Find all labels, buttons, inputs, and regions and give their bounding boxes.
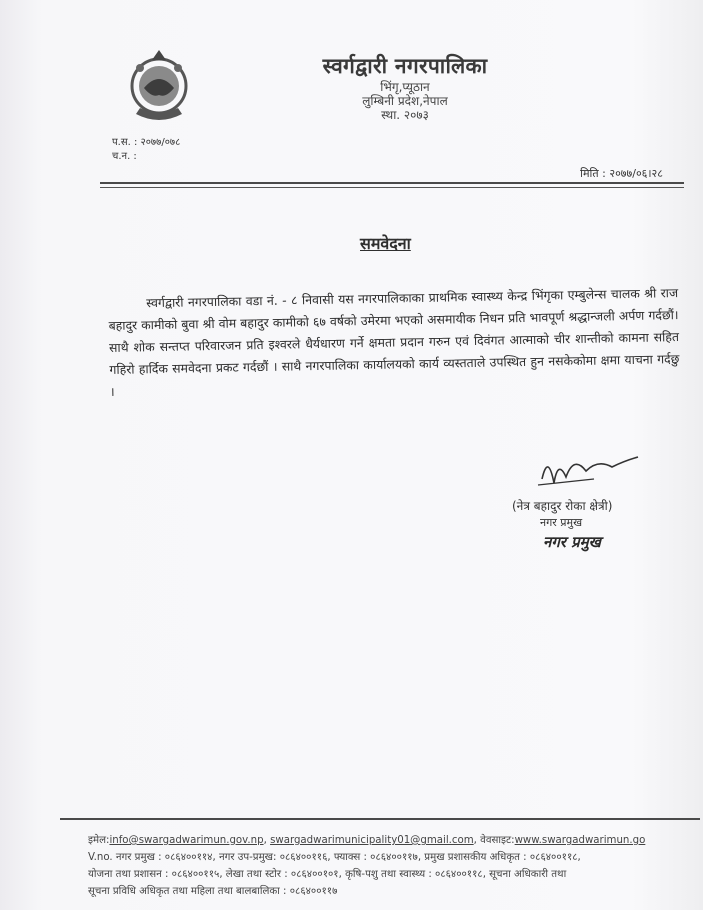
footer-phone-line: V.no. नगर प्रमुख : ०८६४००११४, नगर उप-प्रमुख: ०८६४००११६, फ्याक्स : ०८६४००११७, प्रमुख प्रशासकीय अधिकृत : ०८६४००११८, (88, 852, 581, 863)
letter-title: समवेदना (360, 234, 411, 253)
email-link-secondary[interactable]: swargadwarimunicipality01@gmail.com (270, 835, 474, 846)
nepal-emblem-icon (126, 48, 192, 124)
designation-stamp: नगर प्रमुख (543, 533, 601, 551)
office-address-line2: लुम्बिनी प्रदेश,नेपाल (362, 94, 448, 108)
body-paragraph: स्वर्गद्वारी नगरपालिका वडा नं. - ८ निवासी यस नगरपालिकाका प्राथमिक स्वास्थ्य केन्द्र भिंगृका एम्बुलेन्स चालक श्री राज बहादुर कामीको बुवा श्री वोम बहादुर कामीको ६७ वर्षको उमेरमा भएको असमायीक निधन प्रति भावपूर्ण श्रद्धान्जली अर्पण गर्दछौं। साथै शोक सन्तप्त परिवारजन प्रति इश्वरले धैर्यधारण गर्ने क्षमता प्रदान गरुन एवं दिवंगत आत्माको चीर शान्तीको कामना सहित गहिरो हार्दिक समवेदना प्रकट गर्दछौं । साथै नगरपालिका कार्यालयको कार्य व्यस्तताले उपस्थित हुन नसकेकोमा क्षमा याचना गर्दछु । (108, 285, 680, 399)
office-name: स्वर्गद्वारी नगरपालिका (322, 53, 488, 78)
signatory-name: (नेत्र बहादुर रोका क्षेत्री) (512, 499, 613, 513)
handwritten-signature (534, 449, 644, 493)
footer-phone-line: योजना तथा प्रशासन : ०८६४००११५, लेखा तथा स्टोर : ०८६४००१०१, कृषि-पशु तथा स्वास्थ्य : ०८६४००११८, सूचना अधिकारी तथा (88, 869, 567, 880)
office-address-line1: भिंगृ,प्यूठान (380, 80, 430, 94)
signatory-designation: नगर प्रमुख (540, 516, 583, 529)
footer-email-line: इमेल:info@swargadwarimun.gov.np, swargadwarimunicipality01@gmail.com, वेवसाइट:www.swargadwarimun.go (88, 835, 646, 846)
website-link[interactable]: www.swargadwarimun.go (514, 835, 646, 846)
email-link[interactable]: info@swargadwarimun.gov.np (109, 835, 264, 846)
footer-phone-line: सूचना प्रविधि अधिकृत तथा महिला तथा बालबालिका : ०८६४००११७ (88, 886, 338, 897)
letter-date: मिति : २०७७/०६।२८ (580, 167, 663, 180)
letter-body (108, 282, 680, 403)
dispatch-number: च.न. : (112, 151, 137, 162)
reference-number: प.स. : २०७७/०७८ (112, 137, 181, 148)
footer-contacts (88, 832, 688, 900)
header-divider (100, 182, 684, 184)
header-divider-thin (100, 187, 684, 188)
footer-divider (60, 818, 700, 820)
office-heading (300, 52, 510, 122)
office-established: स्था. २०७३ (381, 108, 429, 122)
reference-block (112, 136, 180, 164)
